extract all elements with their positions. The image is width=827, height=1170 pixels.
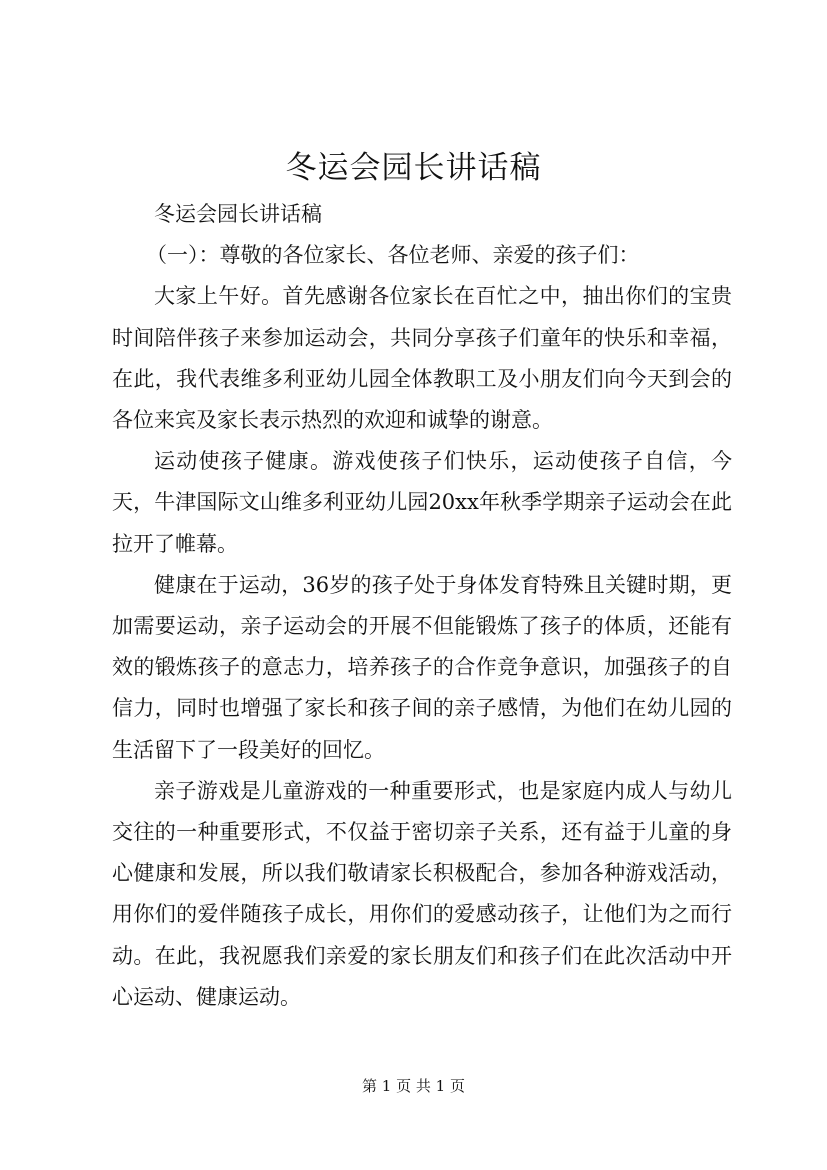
- document-body: [112, 194, 732, 1018]
- body-paragraph: 运动使孩子健康。游戏使孩子们快乐，运动使孩子自信，今天，牛津国际文山维多利亚幼儿园20xx年秋季学期亲子运动会在此拉开了帷幕。: [112, 449, 732, 556]
- body-paragraph: 亲子游戏是儿童游戏的一种重要形式，也是家庭内成人与幼儿交往的一种重要形式，不仅益于密切亲子关系，还有益于儿童的身心健康和发展，所以我们敬请家长积极配合，参加各种游戏活动，用你们的爱伴随孩子成长，用你们的爱感动孩子，让他们为之而行动。在此，我祝愿我们亲爱的家长朋友们和孩子们在此次活动中开心运动、健康运动。: [112, 778, 732, 1009]
- document-title: 冬运会园长讲话稿: [285, 150, 542, 186]
- body-paragraph: 健康在于运动，36岁的孩子处于身体发育特殊且关键时期，更加需要运动，亲子运动会的开展不但能锻炼了孩子的体质，还能有效的锻炼孩子的意志力，培养孩子的合作竞争意识，加强孩子的自信力，同时也增强了家长和孩子间的亲子感情，为他们在幼儿园的生活留下了一段美好的回忆。: [112, 572, 732, 762]
- salutation-paragraph: （一）：尊敬的各位家长、各位老师、亲爱的孩子们：: [146, 243, 640, 268]
- body-paragraph: 大家上午好。首先感谢各位家长在百忙之中，抽出你们的宝贵时间陪伴孩子来参加运动会，共同分享孩子们童年的快乐和幸福，在此，我代表维多利亚幼儿园全体教职工及小朋友们向今天到会的各位来宾及家长表示热烈的欢迎和诚挚的谢意。: [112, 284, 732, 433]
- page-footer: 第 1 页 共 1 页: [362, 1077, 465, 1095]
- subtitle-paragraph: 冬运会园长讲话稿: [154, 202, 322, 226]
